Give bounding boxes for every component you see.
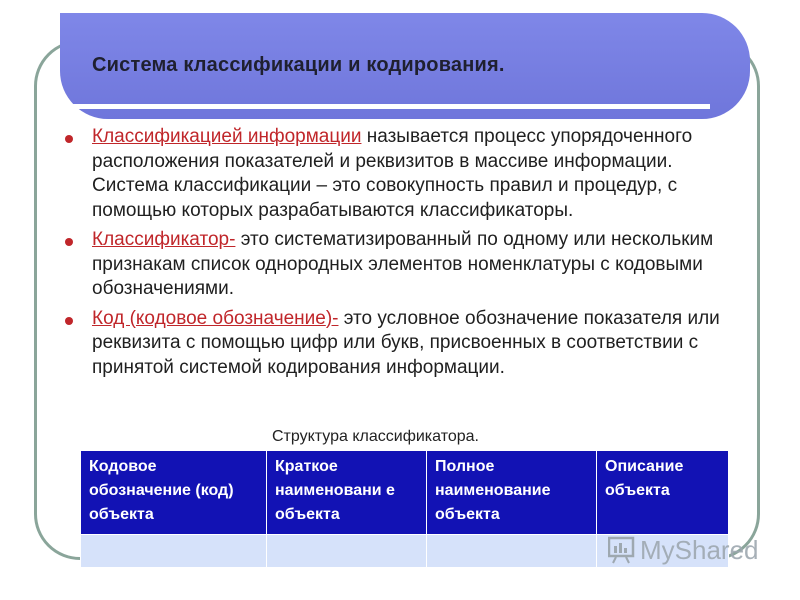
watermark-logo-icon [608, 536, 636, 564]
watermark-text: MyShared [640, 535, 759, 565]
bullet-connector: )- [325, 307, 339, 329]
table-cell [427, 535, 597, 568]
bullet-text: это систематизированный по одному или нескольким признакам список однородных элементов номенклатуры с кодовыми обозначениями. [92, 229, 714, 299]
bullet-dot-icon [65, 317, 73, 325]
bullet-text: называется процесс упорядоченного расположения показателей и реквизитов в массиве информации. Система классификации – это совокупность правил и процедур, с помощью которых разрабатываются классификаторы. [92, 126, 693, 221]
table-cell [267, 535, 427, 568]
bullet-item [62, 307, 742, 381]
bullet-term: Классификатор- [92, 229, 236, 250]
bullet-list [62, 125, 742, 385]
table-header-cell: Полное наименование объекта [427, 451, 597, 535]
table-caption: Структура классификатора. [272, 428, 479, 445]
bullet-term: Классификацией информации [92, 126, 362, 147]
table-header-cell: Описание объекта [597, 451, 729, 535]
table-header-row [81, 451, 729, 535]
bullet-item [62, 125, 742, 223]
table-header-cell: Краткое наименовани е объекта [267, 451, 427, 535]
bullet-dot-icon [65, 238, 73, 246]
bullet-dot-icon [65, 135, 73, 143]
bullet-term: Код (кодовое обозначение [92, 307, 326, 329]
bullet-text: это условное обозначение показателя или реквизита с помощью цифр или букв, присвоенных в соответствии с принятой системой кодирования информации. [92, 307, 720, 378]
table-cell [81, 535, 267, 568]
title-underline [68, 104, 710, 109]
slide-title: Система классификации и кодирования. [92, 54, 505, 76]
bullet-item [62, 228, 742, 302]
table-header-cell: Кодовое обозначение (код) объекта [81, 451, 267, 535]
